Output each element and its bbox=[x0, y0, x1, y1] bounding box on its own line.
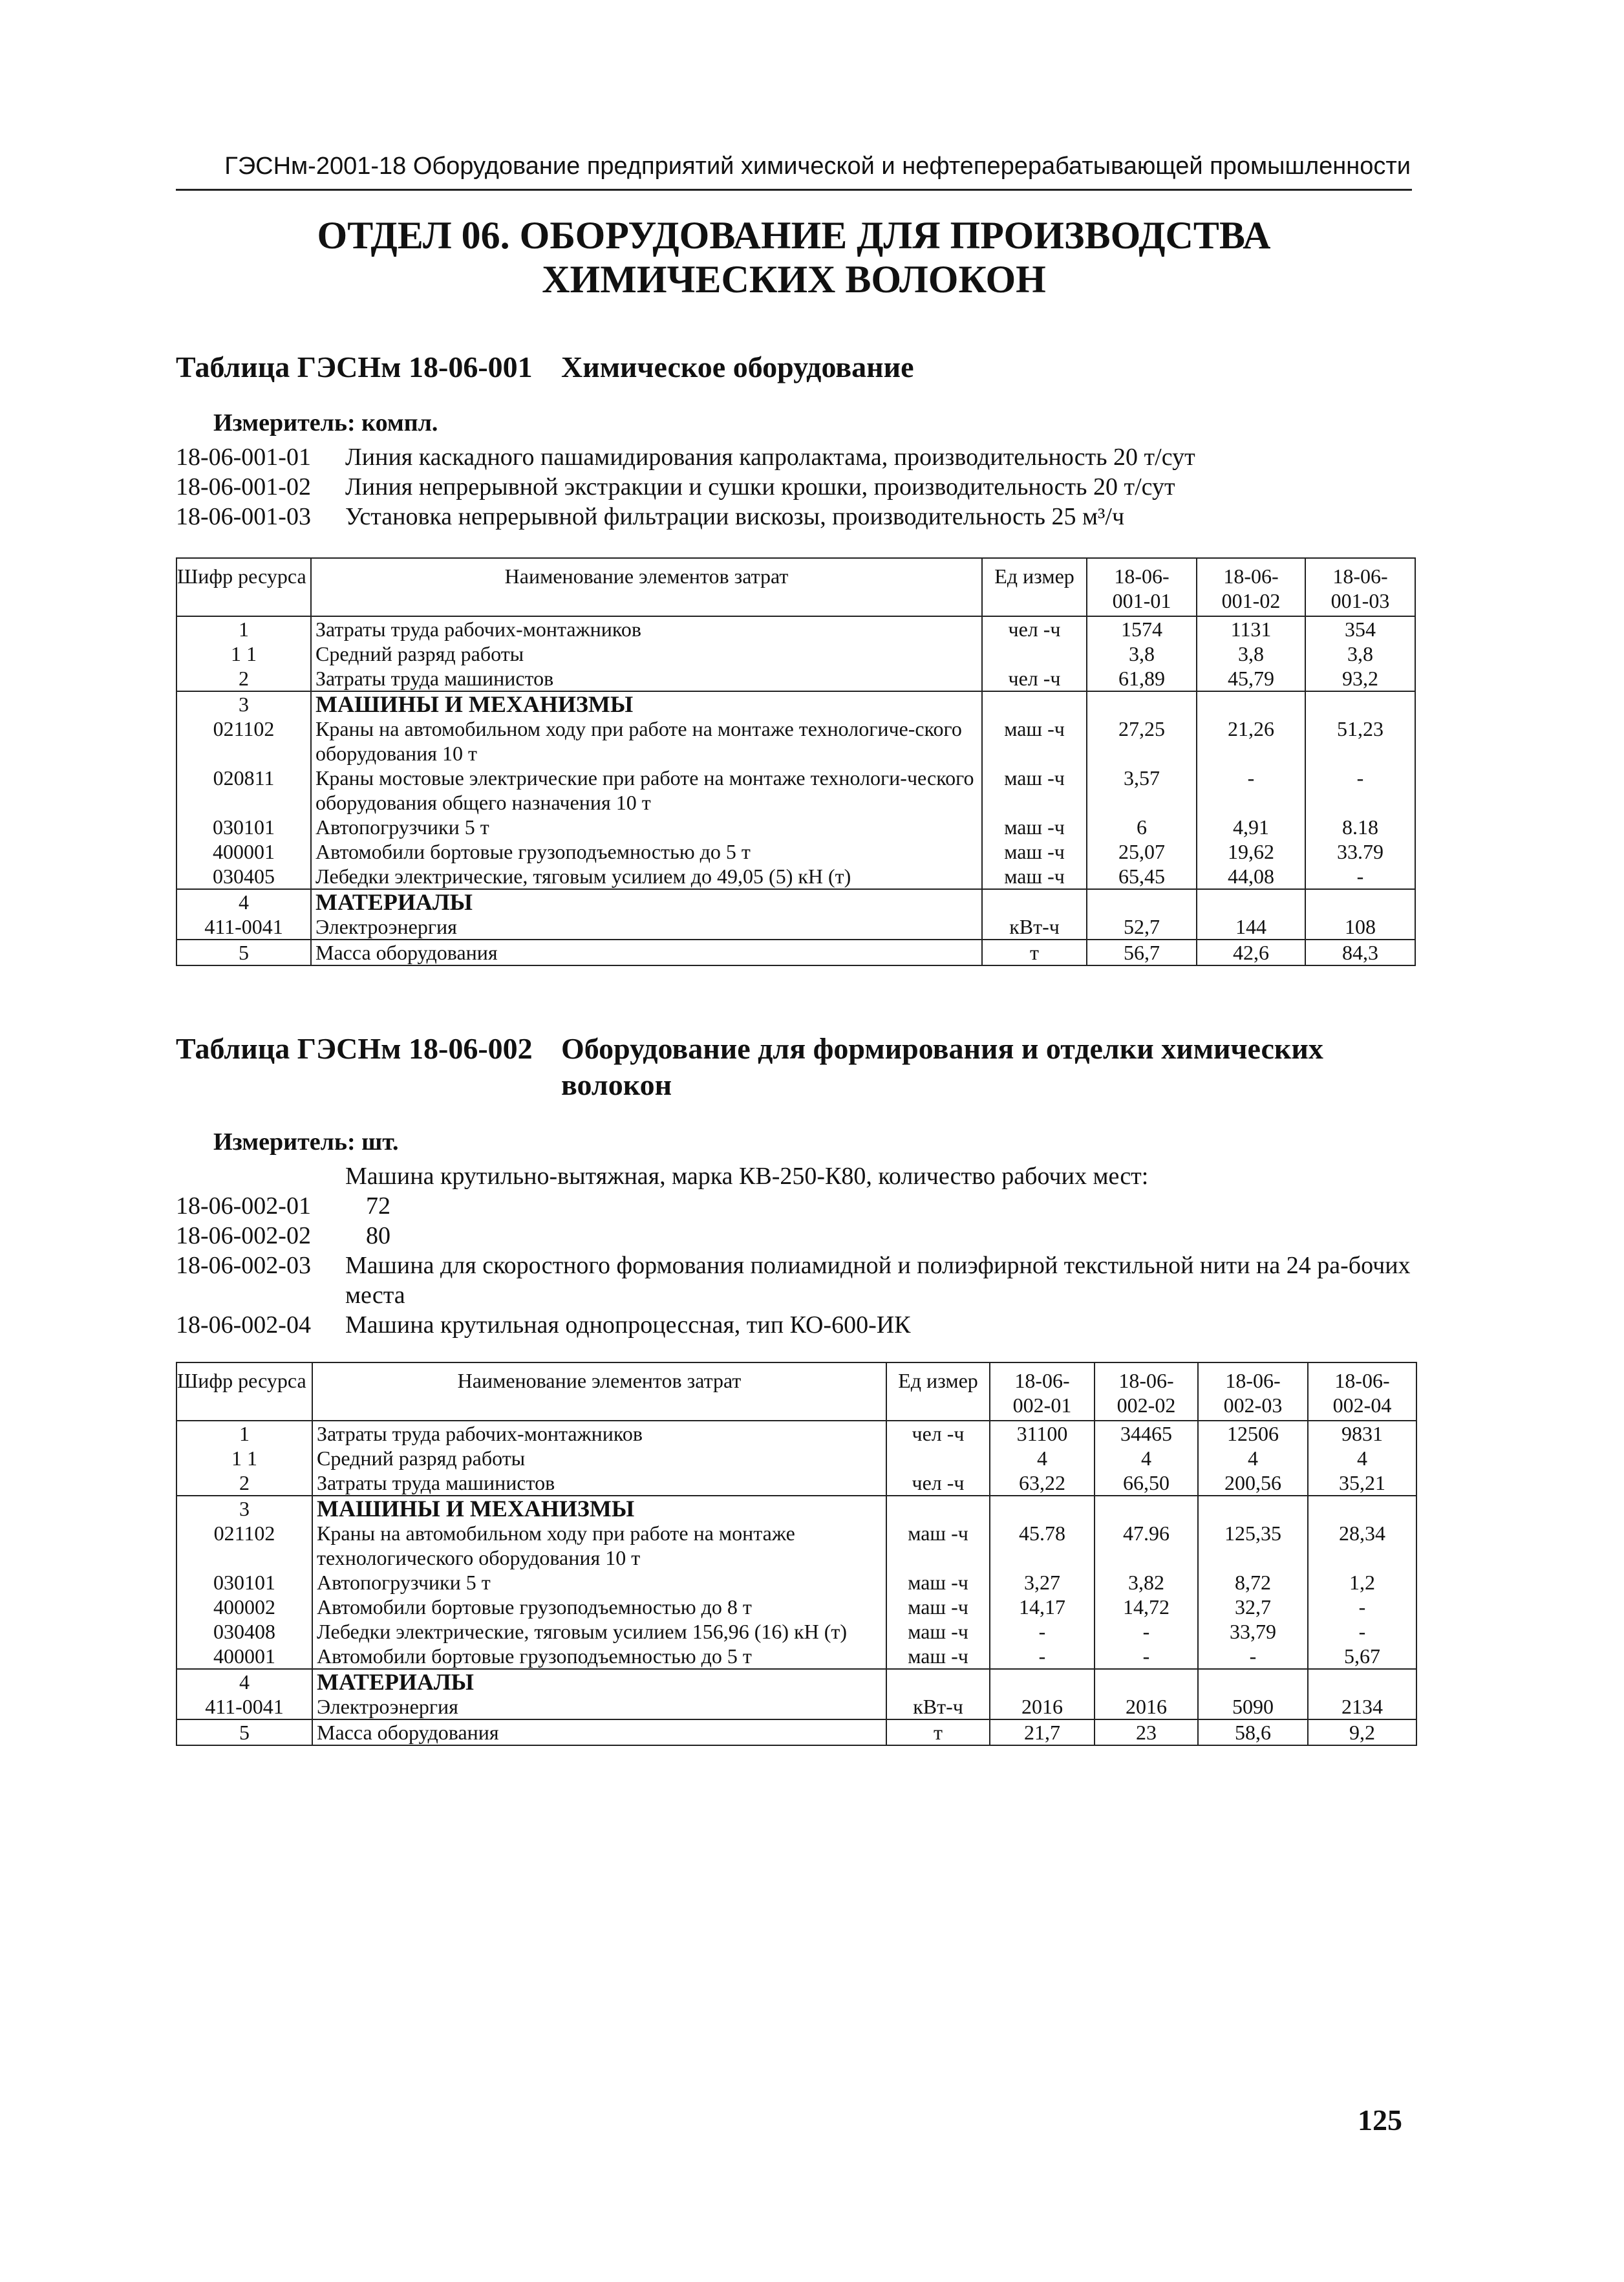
header-column: 18-06- 001-02 bbox=[1197, 558, 1305, 616]
header-unit: Ед измер bbox=[886, 1362, 990, 1421]
cell-value: 9831 bbox=[1308, 1421, 1416, 1446]
cell-value: 3,82 bbox=[1095, 1570, 1198, 1595]
cell-value: 3,8 bbox=[1087, 641, 1197, 666]
cell-value: - bbox=[1308, 1619, 1416, 1644]
cell-value: 9,2 bbox=[1308, 1719, 1416, 1745]
item-description: Машина крутильно-вытяжная, марка КВ-250-К80, количество рабочих мест: bbox=[345, 1163, 1149, 1190]
cell-value: - bbox=[990, 1619, 1095, 1644]
cell-unit: чел -ч bbox=[982, 616, 1087, 641]
table-row bbox=[176, 1669, 1416, 1694]
cell-code: 1 1 bbox=[176, 1446, 312, 1470]
item-code: 18-06-001-02 bbox=[176, 473, 311, 501]
cell-value: 33.79 bbox=[1305, 839, 1415, 864]
cell-value: 52,7 bbox=[1087, 914, 1197, 940]
item-row bbox=[176, 442, 1412, 472]
cell-code: 2 bbox=[176, 666, 311, 691]
cell-value: 63,22 bbox=[990, 1470, 1095, 1496]
cell-unit: маш -ч bbox=[886, 1521, 990, 1570]
header-column: 18-06- 002-01 bbox=[990, 1362, 1095, 1421]
table-row bbox=[176, 1644, 1416, 1669]
table-row bbox=[176, 889, 1415, 914]
cell-unit: чел -ч bbox=[886, 1421, 990, 1446]
cell-name: Затраты труда рабочих-монтажников bbox=[311, 616, 982, 641]
cell-value: 14,17 bbox=[990, 1595, 1095, 1619]
cell-value bbox=[1198, 1669, 1308, 1694]
table1-caption-title: Химическое оборудование bbox=[561, 350, 914, 383]
cell-value: - bbox=[1095, 1644, 1198, 1669]
table2-caption-number: Таблица ГЭСНм 18-06-002 bbox=[176, 1032, 533, 1065]
item-row bbox=[176, 1251, 1412, 1310]
cell-name: Средний разряд работы bbox=[311, 641, 982, 666]
cell-value: 200,56 bbox=[1198, 1470, 1308, 1496]
table-row bbox=[176, 914, 1415, 940]
item-description: Линия каскадного пашамидирования капролактама, производительность 20 т/сут bbox=[345, 444, 1195, 471]
table2-caption-title: Оборудование для формирования и отделки химических волокон bbox=[561, 1032, 1323, 1101]
cell-value: 23 bbox=[1095, 1719, 1198, 1745]
table-row bbox=[176, 691, 1415, 716]
cell-value: - bbox=[1305, 766, 1415, 815]
cell-value: 5,67 bbox=[1308, 1644, 1416, 1669]
cell-value: 44,08 bbox=[1197, 864, 1305, 889]
table2-measure: Измеритель: шт. bbox=[213, 1128, 399, 1156]
cell-value: 6 bbox=[1087, 815, 1197, 839]
header-name: Наименование элементов затрат bbox=[312, 1362, 886, 1421]
cell-value bbox=[990, 1669, 1095, 1694]
cell-value: 1131 bbox=[1197, 616, 1305, 641]
table-row bbox=[176, 1446, 1416, 1470]
cell-value: - bbox=[1308, 1595, 1416, 1619]
item-code bbox=[176, 1161, 345, 1191]
cell-value: 33,79 bbox=[1198, 1619, 1308, 1644]
item-row bbox=[176, 1191, 1412, 1221]
cell-value: 61,89 bbox=[1087, 666, 1197, 691]
cell-value: 42,6 bbox=[1197, 940, 1305, 965]
header-rule bbox=[176, 189, 1412, 191]
cell-unit: кВт-ч bbox=[886, 1694, 990, 1719]
cell-name: Лебедки электрические, тяговым усилием 156,96 (16) кН (т) bbox=[312, 1619, 886, 1644]
cell-value: 144 bbox=[1197, 914, 1305, 940]
cell-unit bbox=[982, 691, 1087, 716]
cell-value: 2134 bbox=[1308, 1694, 1416, 1719]
cell-value: 4 bbox=[990, 1446, 1095, 1470]
cell-value bbox=[1198, 1496, 1308, 1521]
header-name: Наименование элементов затрат bbox=[311, 558, 982, 616]
table1-caption-number: Таблица ГЭСНм 18-06-001 bbox=[176, 350, 533, 383]
cell-value: 84,3 bbox=[1305, 940, 1415, 965]
cell-value: 45.78 bbox=[990, 1521, 1095, 1570]
item-code: 18-06-002-04 bbox=[176, 1311, 311, 1339]
table2 bbox=[176, 1362, 1417, 1746]
cell-value: 51,23 bbox=[1305, 716, 1415, 766]
cell-value: 66,50 bbox=[1095, 1470, 1198, 1496]
header-code: Шифр ресурса bbox=[176, 558, 311, 616]
section-title-line1: ОТДЕЛ 06. ОБОРУДОВАНИЕ ДЛЯ ПРОИЗВОДСТВА bbox=[317, 214, 1271, 257]
cell-value: 8.18 bbox=[1305, 815, 1415, 839]
cell-value: 19,62 bbox=[1197, 839, 1305, 864]
table2-caption bbox=[176, 1031, 1402, 1103]
cell-unit: чел -ч bbox=[982, 666, 1087, 691]
cell-value: 58,6 bbox=[1198, 1719, 1308, 1745]
cell-value bbox=[1308, 1496, 1416, 1521]
cell-code: 1 bbox=[176, 616, 311, 641]
cell-value: 21,26 bbox=[1197, 716, 1305, 766]
table-row bbox=[176, 1521, 1416, 1570]
cell-value: 12506 bbox=[1198, 1421, 1308, 1446]
cell-value bbox=[1095, 1496, 1198, 1521]
cell-value: 4 bbox=[1198, 1446, 1308, 1470]
cell-code: 4 bbox=[176, 889, 311, 914]
cell-value: 5090 bbox=[1198, 1694, 1308, 1719]
cell-code: 030405 bbox=[176, 864, 311, 889]
cell-value bbox=[1087, 691, 1197, 716]
table1-measure: Измеритель: компл. bbox=[213, 409, 438, 436]
cell-name: Электроэнергия bbox=[311, 914, 982, 940]
cell-unit: кВт-ч bbox=[982, 914, 1087, 940]
cell-code: 1 1 bbox=[176, 641, 311, 666]
cell-name: Затраты труда рабочих-монтажников bbox=[312, 1421, 886, 1446]
item-code: 18-06-002-02 bbox=[176, 1222, 311, 1249]
cell-name: МАТЕРИАЛЫ bbox=[311, 889, 982, 914]
cell-code: 400002 bbox=[176, 1595, 312, 1619]
cell-value bbox=[1087, 889, 1197, 914]
header-column: 18-06- 002-03 bbox=[1198, 1362, 1308, 1421]
item-description: 72 bbox=[366, 1192, 390, 1220]
cell-name: Лебедки электрические, тяговым усилием до 49,05 (5) кН (т) bbox=[311, 864, 982, 889]
item-description: Машина для скоростного формования полиамидной и полиэфирной текстильной нити на 24 ра-бочих места bbox=[345, 1252, 1411, 1309]
cell-name: Автопогрузчики 5 т bbox=[312, 1570, 886, 1595]
item-row bbox=[176, 1221, 1412, 1251]
table-row bbox=[176, 766, 1415, 815]
table-header-row bbox=[176, 1362, 1416, 1421]
table-row bbox=[176, 839, 1415, 864]
cell-code: 5 bbox=[176, 940, 311, 965]
cell-name: Краны на автомобильном ходу при работе на монтаже технологического оборудования 10 т bbox=[312, 1521, 886, 1570]
cell-code: 4 bbox=[176, 1669, 312, 1694]
cell-value: 25,07 bbox=[1087, 839, 1197, 864]
cell-unit: т bbox=[982, 940, 1087, 965]
cell-unit: т bbox=[886, 1719, 990, 1745]
cell-value bbox=[1305, 691, 1415, 716]
cell-value: 28,34 bbox=[1308, 1521, 1416, 1570]
cell-code: 411-0041 bbox=[176, 914, 311, 940]
table-row bbox=[176, 1595, 1416, 1619]
section-title bbox=[176, 213, 1412, 301]
cell-value: 1,2 bbox=[1308, 1570, 1416, 1595]
cell-code: 3 bbox=[176, 1496, 312, 1521]
cell-code: 030408 bbox=[176, 1619, 312, 1644]
cell-code: 020811 bbox=[176, 766, 311, 815]
cell-name: Краны мостовые электрические при работе на монтаже технологи-ческого оборудования общего назначения 10 т bbox=[311, 766, 982, 815]
cell-value: 45,79 bbox=[1197, 666, 1305, 691]
cell-value: 4,91 bbox=[1197, 815, 1305, 839]
cell-unit: маш -ч bbox=[982, 815, 1087, 839]
table2-items bbox=[176, 1161, 1412, 1340]
table-row bbox=[176, 641, 1415, 666]
cell-value: 4 bbox=[1308, 1446, 1416, 1470]
cell-code: 3 bbox=[176, 691, 311, 716]
cell-value: - bbox=[1197, 766, 1305, 815]
cell-unit bbox=[886, 1669, 990, 1694]
cell-value bbox=[1308, 1669, 1416, 1694]
header-unit: Ед измер bbox=[982, 558, 1087, 616]
cell-value: 93,2 bbox=[1305, 666, 1415, 691]
cell-value bbox=[1197, 691, 1305, 716]
cell-name: Автомобили бортовые грузоподъемностью до 5 т bbox=[311, 839, 982, 864]
cell-name: МАШИНЫ И МЕХАНИЗМЫ bbox=[311, 691, 982, 716]
cell-value: 47.96 bbox=[1095, 1521, 1198, 1570]
cell-unit: маш -ч bbox=[886, 1570, 990, 1595]
table1-items bbox=[176, 442, 1412, 532]
item-description: Машина крутильная однопроцессная, тип КО-600-ИК bbox=[345, 1311, 911, 1339]
cell-value: 65,45 bbox=[1087, 864, 1197, 889]
cell-code: 400001 bbox=[176, 1644, 312, 1669]
cell-unit bbox=[886, 1496, 990, 1521]
header-column: 18-06- 002-04 bbox=[1308, 1362, 1416, 1421]
table-row bbox=[176, 1470, 1416, 1496]
table-row bbox=[176, 1719, 1416, 1745]
item-code: 18-06-002-01 bbox=[176, 1192, 311, 1220]
table-row bbox=[176, 1570, 1416, 1595]
cell-value: 2016 bbox=[1095, 1694, 1198, 1719]
cell-name: Масса оборудования bbox=[312, 1719, 886, 1745]
cell-value: 354 bbox=[1305, 616, 1415, 641]
cell-name: Затраты труда машинистов bbox=[311, 666, 982, 691]
cell-value: 35,21 bbox=[1308, 1470, 1416, 1496]
item-description: 80 bbox=[366, 1222, 390, 1249]
table-row bbox=[176, 864, 1415, 889]
cell-unit: маш -ч bbox=[886, 1619, 990, 1644]
cell-unit: маш -ч bbox=[982, 839, 1087, 864]
cell-code: 5 bbox=[176, 1719, 312, 1745]
item-row bbox=[176, 472, 1412, 502]
cell-value bbox=[990, 1496, 1095, 1521]
cell-name: МАТЕРИАЛЫ bbox=[312, 1669, 886, 1694]
cell-name: Автопогрузчики 5 т bbox=[311, 815, 982, 839]
cell-value: 3,8 bbox=[1305, 641, 1415, 666]
cell-value: 3,57 bbox=[1087, 766, 1197, 815]
table-row bbox=[176, 1619, 1416, 1644]
table-row bbox=[176, 666, 1415, 691]
cell-name: Автомобили бортовые грузоподъемностью до 8 т bbox=[312, 1595, 886, 1619]
cell-value: 3,27 bbox=[990, 1570, 1095, 1595]
cell-code: 021102 bbox=[176, 716, 311, 766]
item-description: Установка непрерывной фильтрации вискозы, производительность 25 м³/ч bbox=[345, 503, 1125, 530]
cell-unit: чел -ч bbox=[886, 1470, 990, 1496]
item-row bbox=[176, 1161, 1412, 1191]
cell-code: 1 bbox=[176, 1421, 312, 1446]
cell-unit: маш -ч bbox=[982, 864, 1087, 889]
cell-value: - bbox=[1305, 864, 1415, 889]
cell-value bbox=[1197, 889, 1305, 914]
cell-code: 030101 bbox=[176, 815, 311, 839]
table-row bbox=[176, 616, 1415, 641]
cell-value: 27,25 bbox=[1087, 716, 1197, 766]
cell-code: 021102 bbox=[176, 1521, 312, 1570]
table-row bbox=[176, 1694, 1416, 1719]
header-column: 18-06- 002-02 bbox=[1095, 1362, 1198, 1421]
cell-value bbox=[1095, 1669, 1198, 1694]
cell-code: 400001 bbox=[176, 839, 311, 864]
cell-value: 31100 bbox=[990, 1421, 1095, 1446]
cell-name: МАШИНЫ И МЕХАНИЗМЫ bbox=[312, 1496, 886, 1521]
cell-code: 411-0041 bbox=[176, 1694, 312, 1719]
table-row bbox=[176, 1421, 1416, 1446]
table-header-row bbox=[176, 558, 1415, 616]
cell-value: 3,8 bbox=[1197, 641, 1305, 666]
item-code: 18-06-001-03 bbox=[176, 503, 311, 530]
cell-name: Масса оборудования bbox=[311, 940, 982, 965]
header-column: 18-06- 001-01 bbox=[1087, 558, 1197, 616]
cell-value: - bbox=[990, 1644, 1095, 1669]
running-header: ГЭСНм-2001-18 Оборудование предприятий химической и нефтеперерабатывающей промышленности bbox=[224, 153, 1411, 180]
cell-value: 56,7 bbox=[1087, 940, 1197, 965]
cell-value: 108 bbox=[1305, 914, 1415, 940]
cell-value bbox=[1305, 889, 1415, 914]
item-row bbox=[176, 502, 1412, 532]
cell-unit: маш -ч bbox=[982, 716, 1087, 766]
cell-value: 4 bbox=[1095, 1446, 1198, 1470]
cell-code: 2 bbox=[176, 1470, 312, 1496]
item-row bbox=[176, 1310, 1412, 1340]
table1-caption bbox=[176, 349, 1402, 385]
cell-code: 030101 bbox=[176, 1570, 312, 1595]
header-column: 18-06- 001-03 bbox=[1305, 558, 1415, 616]
cell-unit bbox=[982, 889, 1087, 914]
cell-unit bbox=[982, 641, 1087, 666]
cell-name: Электроэнергия bbox=[312, 1694, 886, 1719]
cell-value: 34465 bbox=[1095, 1421, 1198, 1446]
cell-value: 1574 bbox=[1087, 616, 1197, 641]
cell-name: Средний разряд работы bbox=[312, 1446, 886, 1470]
item-code: 18-06-002-03 bbox=[176, 1252, 311, 1279]
section-title-line2: ХИМИЧЕСКИХ ВОЛОКОН bbox=[542, 258, 1046, 301]
cell-value: 32,7 bbox=[1198, 1595, 1308, 1619]
cell-value: - bbox=[1198, 1644, 1308, 1669]
cell-value: 21,7 bbox=[990, 1719, 1095, 1745]
table1 bbox=[176, 557, 1416, 966]
cell-name: Краны на автомобильном ходу при работе на монтаже технологиче-ского оборудования 10 т bbox=[311, 716, 982, 766]
cell-unit: маш -ч bbox=[886, 1644, 990, 1669]
cell-name: Автомобили бортовые грузоподъемностью до 5 т bbox=[312, 1644, 886, 1669]
cell-value: 8,72 bbox=[1198, 1570, 1308, 1595]
page-number: 125 bbox=[1358, 2104, 1402, 2137]
table-row bbox=[176, 1496, 1416, 1521]
table-row bbox=[176, 716, 1415, 766]
cell-value: 2016 bbox=[990, 1694, 1095, 1719]
cell-value: 125,35 bbox=[1198, 1521, 1308, 1570]
table-row bbox=[176, 815, 1415, 839]
cell-value: 14,72 bbox=[1095, 1595, 1198, 1619]
item-description: Линия непрерывной экстракции и сушки крошки, производительность 20 т/сут bbox=[345, 473, 1175, 501]
item-code: 18-06-001-01 bbox=[176, 444, 311, 471]
cell-name: Затраты труда машинистов bbox=[312, 1470, 886, 1496]
table-row bbox=[176, 940, 1415, 965]
cell-unit bbox=[886, 1446, 990, 1470]
header-code: Шифр ресурса bbox=[176, 1362, 312, 1421]
cell-unit: маш -ч bbox=[982, 766, 1087, 815]
cell-value: - bbox=[1095, 1619, 1198, 1644]
cell-unit: маш -ч bbox=[886, 1595, 990, 1619]
